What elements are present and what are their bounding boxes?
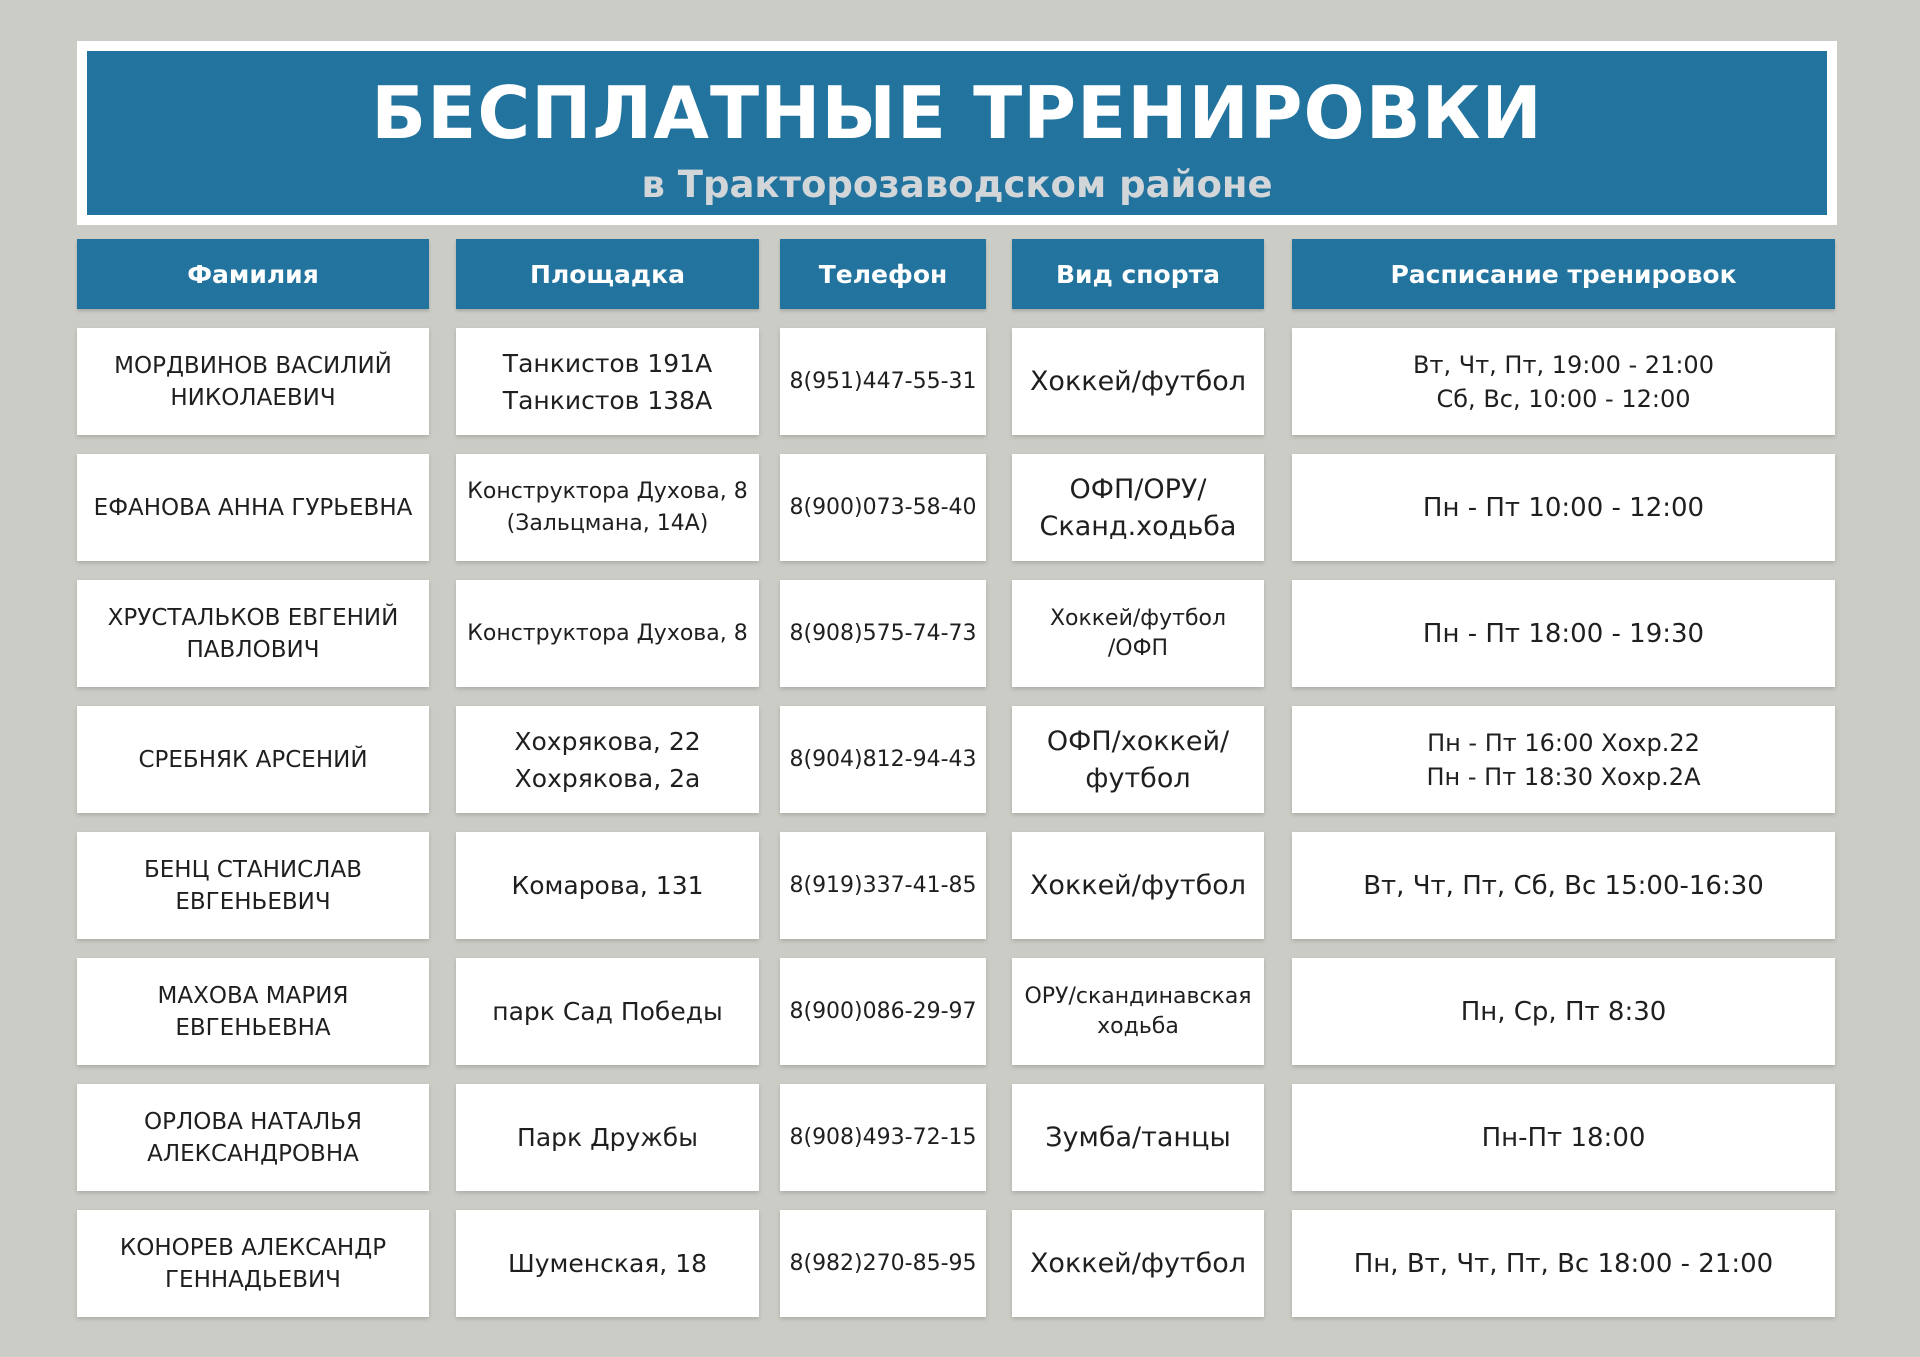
venue-cell [456,328,759,435]
name-cell [77,454,429,561]
phone-cell [780,328,986,435]
venue-cell-text: Хохрякова, 22 Хохрякова, 2а [514,726,701,793]
name-cell-text: ЕФАНОВА АННА ГУРЬЕВНА [93,494,413,521]
banner [87,51,1827,215]
schedule-cell [1292,1210,1835,1317]
sport-cell [1012,454,1264,561]
name-cell-text: ОРЛОВА НАТАЛЬЯ АЛЕКСАНДРОВНА [143,1108,363,1167]
name-cell-text: КОНОРЕВ АЛЕКСАНДР ГЕННАДЬЕВИЧ [119,1234,387,1293]
name-cell [77,832,429,939]
banner-frame [77,41,1837,225]
name-cell [77,1210,429,1317]
venue-cell-text: Комарова, 131 [511,871,704,900]
venue-cell [456,958,759,1065]
venue-cell [456,706,759,813]
schedule-cell-text: Вт, Чт, Пт, 19:00 - 21:00 Сб, Вс, 10:00 - 12:00 [1413,350,1714,413]
venue-cell-text: Танкистов 191А Танкистов 138А [502,348,713,415]
sport-cell [1012,1084,1264,1191]
page-title: БЕСПЛАТНЫЕ ТРЕНИРОВКИ [371,71,1543,155]
header-venue [456,239,759,309]
sport-cell [1012,328,1264,435]
schedule-cell [1292,1084,1835,1191]
schedule-cell [1292,706,1835,813]
phone-cell-text: 8(908)493-72-15 [789,1124,977,1150]
venue-cell [456,580,759,687]
sport-cell [1012,958,1264,1065]
phone-cell-text: 8(951)447-55-31 [789,368,977,394]
name-cell [77,328,429,435]
venue-cell-text: Шуменская, 18 [507,1249,708,1278]
phone-cell-text: 8(904)812-94-43 [789,746,977,772]
schedule-cell [1292,958,1835,1065]
phone-cell [780,580,986,687]
header-sport [1012,239,1264,309]
sport-cell-text: Хоккей/футбол /ОФП [1049,605,1227,661]
venue-cell-text: парк Сад Победы [492,997,723,1026]
name-cell [77,1084,429,1191]
sport-cell [1012,706,1264,813]
sport-cell [1012,1210,1264,1317]
venue-cell-text: Конструктора Духова, 8 (Зальцмана, 14А) [467,478,748,536]
phone-cell-text: 8(900)086-29-97 [789,998,977,1024]
sport-cell [1012,832,1264,939]
schedule-cell [1292,580,1835,687]
name-cell-text: СРЕБНЯК АРСЕНИЙ [138,746,368,773]
name-cell [77,958,429,1065]
phone-cell [780,832,986,939]
schedule-cell-text: Пн - Пт 18:00 - 19:30 [1422,618,1705,649]
sport-cell-text: ОФП/хоккей/ футбол [1046,725,1230,794]
header-schedule [1292,239,1835,309]
column-header-label: Фамилия [187,259,319,289]
sport-cell-text: Хоккей/футбол [1029,870,1247,901]
phone-cell [780,1210,986,1317]
phone-cell [780,958,986,1065]
phone-cell [780,454,986,561]
venue-cell [456,1084,759,1191]
column-header-label: Расписание тренировок [1390,259,1737,289]
name-cell-text: МАХОВА МАРИЯ ЕВГЕНЬЕВНА [157,982,349,1041]
name-cell-text: МОРДВИНОВ ВАСИЛИЙ НИКОЛАЕВИЧ [114,352,392,411]
sport-cell-text: Хоккей/футбол [1029,1248,1247,1279]
phone-cell-text: 8(908)575-74-73 [789,620,977,646]
page-subtitle: в Тракторозаводском районе [641,163,1273,206]
name-cell [77,706,429,813]
column-header-label: Телефон [818,259,948,289]
name-cell-text: БЕНЦ СТАНИСЛАВ ЕВГЕНЬЕВИЧ [144,856,362,915]
venue-cell [456,832,759,939]
header-phone [780,239,986,309]
sport-cell-text: Хоккей/футбол [1029,366,1247,397]
column-header-label: Площадка [530,259,685,289]
sport-cell-text: ОФП/ОРУ/ Сканд.ходьба [1039,473,1237,542]
schedule-cell-text: Пн - Пт 16:00 Хохр.22 Пн - Пт 18:30 Хохр.2А [1426,728,1701,791]
schedule-cell-text: Пн-Пт 18:00 [1481,1122,1646,1153]
phone-cell [780,1084,986,1191]
venue-cell [456,454,759,561]
phone-cell-text: 8(919)337-41-85 [789,872,977,898]
phone-cell-text: 8(982)270-85-95 [789,1250,977,1276]
name-cell-text: ХРУСТАЛЬКОВ ЕВГЕНИЙ ПАВЛОВИЧ [107,604,399,663]
phone-cell-text: 8(900)073-58-40 [789,494,977,520]
sport-cell-text: ОРУ/скандинавская ходьба [1024,983,1252,1039]
phone-cell [780,706,986,813]
schedule-cell [1292,832,1835,939]
name-cell [77,580,429,687]
schedule-cell-text: Пн, Вт, Чт, Пт, Вс 18:00 - 21:00 [1353,1248,1774,1279]
sport-cell-text: Зумба/танцы [1045,1122,1231,1153]
sport-cell [1012,580,1264,687]
schedule-cell-text: Вт, Чт, Пт, Сб, Вс 15:00-16:30 [1363,870,1764,901]
venue-cell-text: Конструктора Духова, 8 [467,620,748,646]
venue-cell-text: Парк Дружбы [517,1123,698,1152]
column-header-label: Вид спорта [1056,259,1220,289]
schedule-cell [1292,328,1835,435]
schedule-cell [1292,454,1835,561]
header-surname [77,239,429,309]
schedule-cell-text: Пн - Пт 10:00 - 12:00 [1422,492,1705,523]
schedule-cell-text: Пн, Ср, Пт 8:30 [1460,996,1667,1027]
venue-cell [456,1210,759,1317]
